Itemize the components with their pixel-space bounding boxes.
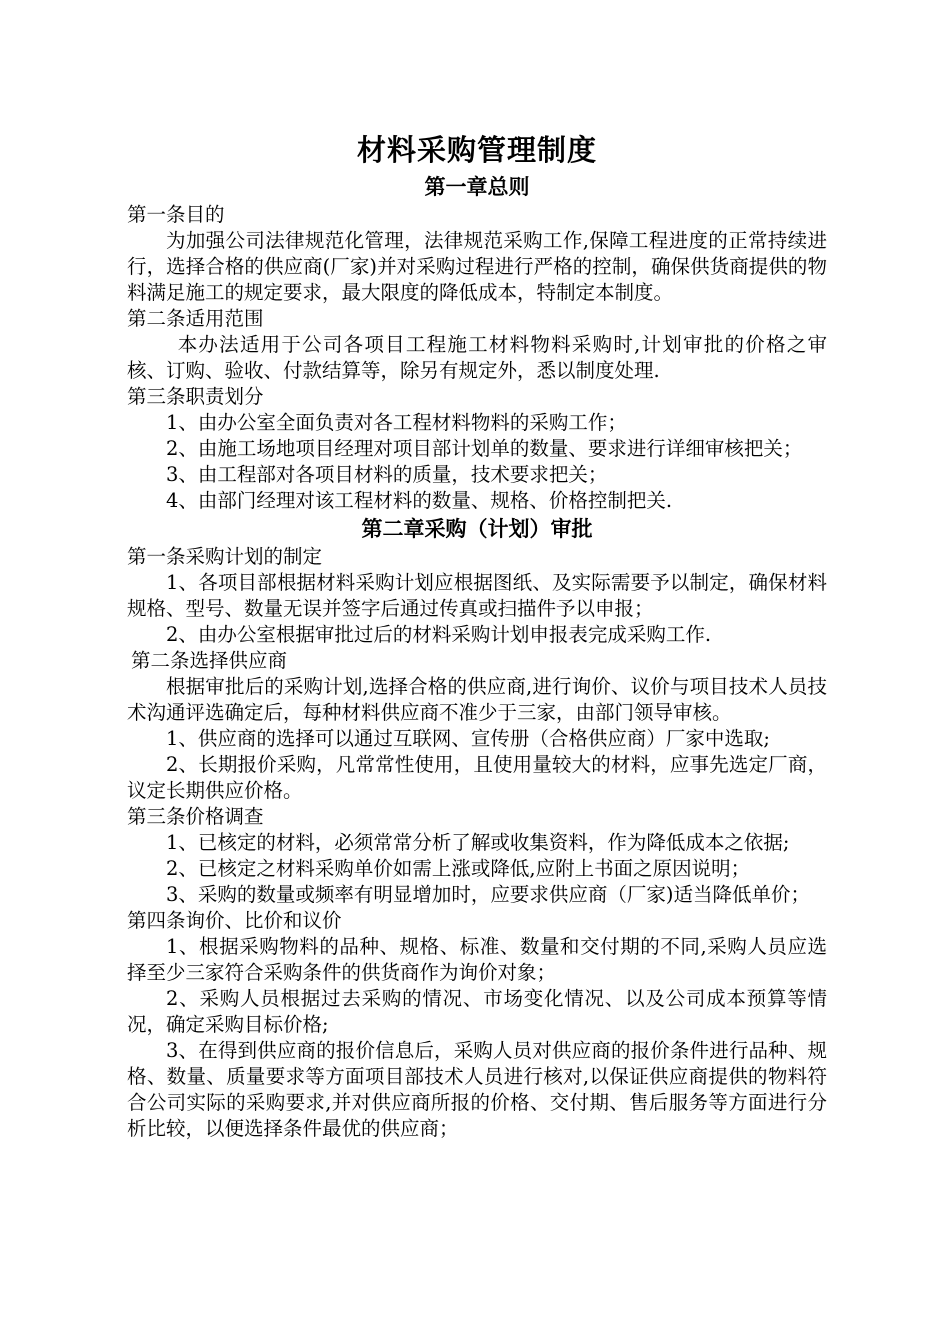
chapter-heading: 第一章总则 — [424, 174, 530, 199]
paragraph: 1、已核定的材料，必须常常分析了解或收集资料，作为降低成本之依据; — [166, 831, 790, 854]
article — [127, 648, 827, 804]
chapter-2 — [127, 514, 827, 1142]
paragraph: 4、由部门经理对该工程材料的数量、规格、价格控制把关. — [166, 489, 673, 512]
paragraph: 2、采购人员根据过去采购的情况、市场变化情况、以及公司成本预算等情况，确定采购目标价格; — [127, 987, 827, 1036]
paragraph: 1、根据采购物料的品种、规格、标准、数量和交付期的不同,采购人员应选择至少三家符合采购条件的供货商作为询价对象； — [127, 935, 827, 984]
article — [127, 908, 827, 1142]
paragraph: 为加强公司法律规范化管理，法律规范采购工作,保障工程进度的正常持续进行，选择合格的供应商(厂家)并对采购过程进行严格的控制，确保供货商提供的物料满足施工的规定要求，最大限度的降低成本，特制定本制度。 — [127, 229, 827, 304]
paragraph: 3、在得到供应商的报价信息后，采购人员对供应商的报价条件进行品种、规格、数量、质量要求等方面项目部技术人员进行核对,以保证供应商提供的物料符合公司实际的采购要求,并对供应商所报的价格、交付期、售后服务等方面进行分析比较，以便选择条件最优的供应商； — [127, 1039, 827, 1140]
paragraph: 根据审批后的采购计划,选择合格的供应商,进行询价、议价与项目技术人员技术沟通评选确定后，每种材料供应商不准少于三家，由部门领导审核。 — [127, 675, 827, 724]
article — [127, 544, 827, 648]
article-heading: 第三条职责划分 — [127, 385, 264, 408]
article — [127, 384, 827, 514]
chapter-heading: 第二章采购（计划）审批 — [361, 516, 593, 541]
article-heading: 第四条询价、比价和议价 — [127, 909, 342, 932]
paragraph: 本办法适用于公司各项目工程施工材料物料采购时,计划审批的价格之审核、订购、验收、付款结算等，除另有规定外，悉以制度处理. — [127, 333, 827, 382]
paragraph: 2、由施工场地项目经理对项目部计划单的数量、要求进行详细审核把关； — [166, 437, 803, 460]
chapter-1 — [127, 172, 827, 514]
article — [127, 202, 827, 306]
document-title: 材料采购管理制度 — [356, 133, 597, 167]
article-heading: 第二条适用范围 — [127, 307, 264, 330]
paragraph: 2、长期报价采购，凡常常性使用，且使用量较大的材料，应事先选定厂商，议定长期供应价格。 — [127, 753, 827, 802]
article — [127, 306, 827, 384]
paragraph: 3、由工程部对各项目材料的质量，技术要求把关； — [166, 463, 608, 486]
article-heading: 第三条价格调查 — [127, 805, 264, 828]
document-page — [127, 128, 827, 1142]
paragraph: 1、供应商的选择可以通过互联网、宣传册（合格供应商）厂家中选取; — [166, 727, 770, 750]
paragraph: 3、采购的数量或频率有明显增加时，应要求供应商（厂家)适当降低单价； — [166, 883, 811, 906]
paragraph: 2、已核定之材料采购单价如需上涨或降低,应附上书面之原因说明； — [166, 857, 751, 880]
article-heading: 第二条选择供应商 — [131, 649, 288, 672]
paragraph: 1、由办公室全面负责对各工程材料物料的采购工作； — [166, 411, 627, 434]
article-heading: 第一条目的 — [127, 203, 225, 226]
article — [127, 804, 827, 908]
paragraph: 1、各项目部根据材料采购计划应根据图纸、及实际需要予以制定，确保材料规格、型号、数量无误并签字后通过传真或扫描件予以申报； — [127, 571, 827, 620]
article-heading: 第一条采购计划的制定 — [127, 545, 323, 568]
paragraph: 2、由办公室根据审批过后的材料采购计划申报表完成采购工作. — [166, 623, 712, 646]
